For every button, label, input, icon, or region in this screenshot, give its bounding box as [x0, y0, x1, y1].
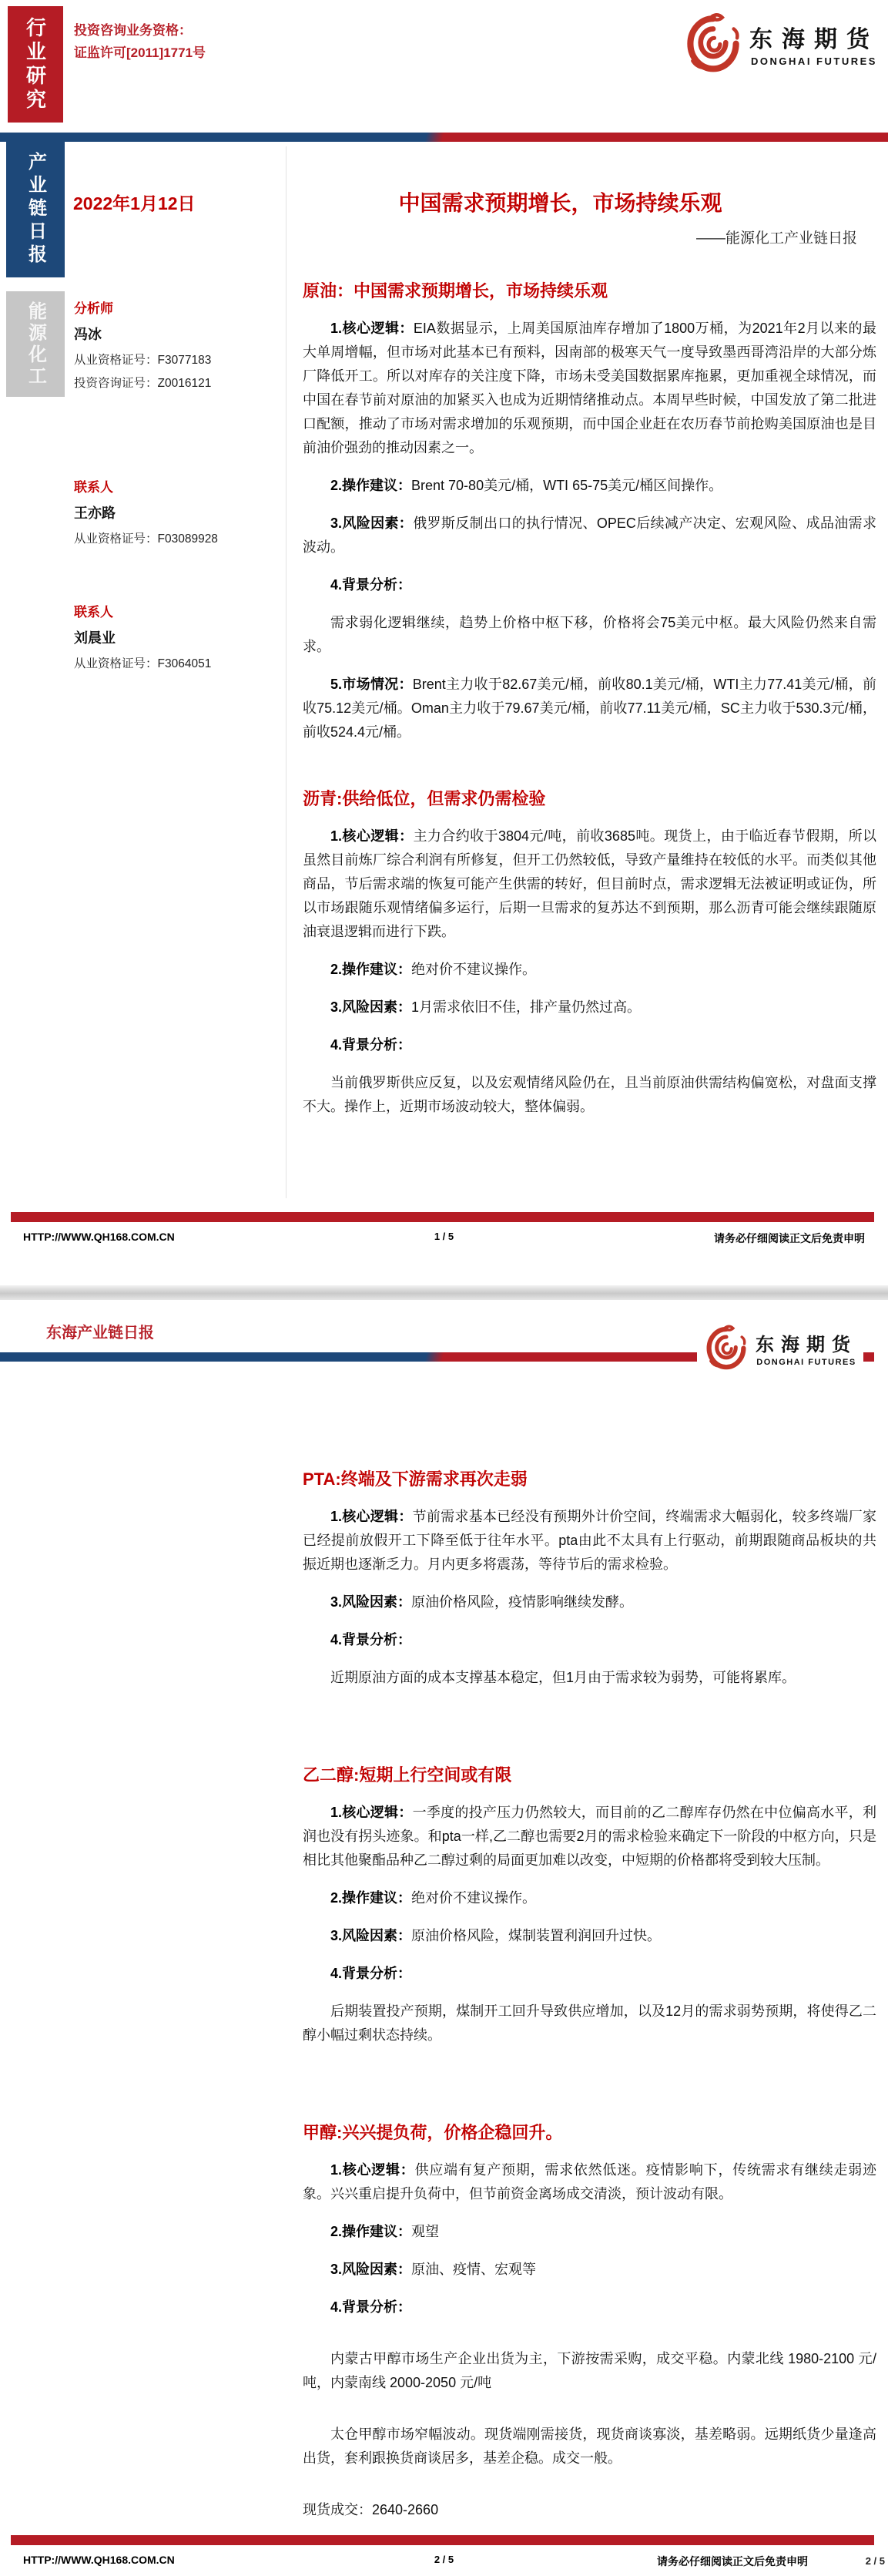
analyst-cert-2: 投资咨询证号：Z0016121: [74, 377, 212, 390]
section-heading: PTA:终端及下游需求再次走弱: [303, 1469, 528, 1489]
contact-block-1: [74, 476, 282, 552]
header-divider-bar: [0, 133, 888, 142]
paragraph-label: 1.核心逻辑：: [330, 321, 414, 336]
analyst-name: 冯冰: [74, 327, 102, 342]
logo-chinese-name: 东海期货: [749, 26, 879, 52]
report-paragraph: 2.操作建议：Brent 70-80美元/桶，WTI 65-75美元/桶区间操作。: [330, 478, 723, 493]
report-paragraph: [303, 2296, 876, 2319]
paragraph-label: 1.核心逻辑：: [330, 2162, 415, 2178]
page2-sections: [303, 1445, 876, 2522]
qualification-text: [74, 20, 206, 65]
report-page-2: [0, 1300, 888, 2576]
paragraph-label: 4.背景分析：: [330, 2299, 412, 2315]
contact-name: 王亦路: [74, 505, 116, 521]
qualification-line2: 证监许可[2011]1771号: [74, 45, 206, 60]
viewer-page-indicator: 2 / 5: [865, 2555, 885, 2567]
analyst-label: 分析师: [74, 301, 113, 316]
report-page-1: [0, 0, 888, 1285]
logo-text: [749, 20, 879, 67]
paragraph-label: 5.市场情况：: [330, 677, 413, 692]
logo-english-name: DONGHAI FUTURES: [756, 1357, 856, 1367]
report-series-banner: 产业链日报: [6, 141, 65, 277]
report-paragraph: 3.风险因素：原油价格风险，疫情影响继续发酵。: [330, 1594, 634, 1610]
logo-english-name: DONGHAI FUTURES: [751, 55, 877, 67]
paragraph-label: 3.风险因素：: [330, 1594, 412, 1610]
qualification-line1: 投资咨询业务资格：: [74, 23, 192, 38]
report-paragraph: 1.核心逻辑：主力合约收于3804元/吨，前收3685吨。现货上，由于临近春节假期，所以虽然目前炼厂综合利润有所修复，但开工仍然较低，导致产量维持在较低的水平。而类似其他商品，节后需求端的恢复可能产生供需的转好，但目前时点，需求逻辑无法被证明或证伪，所以市场跟随乐观情绪偏多运行，后期一旦需求的复苏达不到预期，那么沥青可能会继续跟随原油衰退逻辑而进行下跌。: [303, 828, 876, 939]
report-paragraph: 5.市场情况：Brent主力收于82.67美元/桶，前收80.1美元/桶，WTI主力77.41美元/桶，前收75.12美元/桶。Oman主力收于79.67美元/桶，前收77.11美元/桶，SC主力收于530.3元/桶，前收524.4元/桶。: [303, 677, 876, 740]
footer-bar: [11, 2535, 874, 2545]
report-paragraph: 2.操作建议：观望: [330, 2224, 440, 2239]
paragraph-label: 3.风险因素：: [330, 999, 412, 1015]
report-paragraph: 现货成交：2640-2660: [303, 2502, 439, 2517]
report-paragraph: [303, 573, 876, 597]
paragraph-label: 4.背景分析：: [330, 577, 412, 593]
report-section: [303, 1764, 876, 2047]
paragraph-label: 3.风险因素：: [330, 1928, 412, 1943]
report-section: [303, 788, 876, 1119]
page1-content: [303, 160, 876, 1119]
report-paragraph: 1.核心逻辑：EIA数据显示，上周美国原油库存增加了1800万桶，为2021年2月以来的最大单周增幅，但市场对此基本已有预料，因南部的极寒天气一度导致墨西哥湾沿岸的大部分炼厂降低开工。所以对库存的关注度下降，市场未受美国数据累库拖累，更加重视全球情况，而中国在春节前对原油的加紧买入也成为近期情绪推动点。本周早些时候，中国发放了第二批进口配额，推动了市场对需求增加的乐观预期，而中国企业赶在农历春节前抢购美国原油也是目前油价强劲的推动因素之一。: [303, 321, 876, 455]
contact-label: 联系人: [74, 605, 113, 620]
report-paragraph: 2.操作建议：绝对价不建议操作。: [330, 962, 537, 977]
report-paragraph: 1.核心逻辑：节前需求基本已经没有预期外计价空间，终端需求大幅弱化，较多终端厂家已经提前放假开工下降至低于往年水平。pta由此不太具有上行驱动，前期跟随商品板块的共振近期也逐渐乏力。月内更多将震荡，等待节后的需求检验。: [303, 1509, 876, 1572]
industry-research-banner: 行业研究: [8, 6, 63, 123]
logo-text: [756, 1329, 857, 1367]
page1-footer: [0, 1212, 888, 1258]
paragraph-label: 2.操作建议：: [330, 962, 412, 977]
report-section: [303, 2121, 876, 2522]
footer-page-number: 2 / 5: [434, 2554, 454, 2565]
report-paragraph: 1.核心逻辑：供应端有复产预期，需求依然低迷。疫情影响下，传统需求有继续走弱迹象。兴兴重启提升负荷中，但节前资金离场成交清淡，预计波动有限。: [303, 2162, 877, 2202]
contact-name: 刘晨业: [74, 630, 116, 646]
footer-disclaimer: 请务必仔细阅读正文后免责申明: [714, 1232, 865, 1244]
dragon-logo-icon: [685, 11, 742, 76]
paragraph-label: 1.核心逻辑：: [330, 1509, 413, 1524]
report-paragraph: 3.风险因素：1月需求依旧不佳，排产量仍然过高。: [330, 999, 642, 1015]
page1-sections: [303, 280, 876, 1119]
paragraph-label: 2.操作建议：: [330, 2224, 412, 2239]
paragraph-label: 2.操作建议：: [330, 478, 412, 493]
report-section: [303, 1468, 876, 1690]
footer-url[interactable]: HTTP://WWW.QH168.COM.CN: [23, 1231, 175, 1243]
analyst-block: [74, 297, 282, 397]
report-paragraph: 3.风险因素：原油、疫情、宏观等: [330, 2262, 537, 2277]
report-paragraph: 内蒙古甲醇市场生产企业出货为主，下游按需采购，成交平稳。内蒙北线 1980-2100 元/吨，内蒙南线 2000-2050 元/吨: [303, 2351, 876, 2390]
report-paragraph: 当前俄罗斯供应反复，以及宏观情绪风险仍在，且当前原油供需结构偏宽松，对盘面支撑不大。操作上，近期市场波动较大，整体偏弱。: [303, 1075, 876, 1114]
footer-bar: [11, 1212, 874, 1222]
sector-banner: 能源化工: [6, 291, 65, 397]
contact-block-2: [74, 601, 282, 677]
footer-disclaimer: 请务必仔细阅读正文后免责申明: [657, 2555, 808, 2568]
report-section: [303, 280, 876, 744]
logo-chinese-name: 东海期货: [756, 1334, 857, 1355]
report-title: 中国需求预期增长，市场持续乐观: [398, 191, 722, 215]
footer-url[interactable]: HTTP://WWW.QH168.COM.CN: [23, 2554, 175, 2566]
page2-footer: [0, 2535, 888, 2576]
section-heading: 原油：中国需求预期增长，市场持续乐观: [303, 281, 608, 301]
footer-page-number: 1 / 5: [434, 1231, 454, 1242]
contact-label: 联系人: [74, 480, 113, 495]
paragraph-label: 4.背景分析：: [330, 1632, 412, 1647]
company-logo: [697, 1323, 863, 1375]
report-paragraph: [303, 1962, 876, 1986]
sidebar-divider-line: [286, 146, 287, 1198]
analyst-cert-1: 从业资格证号：F3077183: [74, 354, 212, 367]
section-heading: 乙二醇:短期上行空间或有限: [303, 1765, 512, 1785]
report-paragraph: 1.核心逻辑：一季度的投产压力仍然较大，而目前的乙二醇库存仍然在中位偏高水平，利润也没有拐头迹象。和pta一样,乙二醇也需要2月的需求检验来确定下一阶段的中枢方向，只是相比其他聚酯品种乙二醇过剩的局面更加难以改变，中短期的价格都将受到较大压制。: [303, 1805, 876, 1868]
report-paragraph: 3.风险因素：原油价格风险，煤制装置利润回升过快。: [330, 1928, 662, 1943]
report-subtitle: ——能源化工产业链日报: [695, 230, 857, 247]
paragraph-label: 3.风险因素：: [330, 2262, 412, 2277]
section-heading: 沥青:供给低位，但需求仍需检验: [303, 789, 546, 808]
report-paragraph: [303, 1033, 876, 1057]
paragraph-label: 4.背景分析：: [330, 1966, 412, 1981]
report-paragraph: 需求弱化逻辑继续，趋势上价格中枢下移，价格将会75美元中枢。最大风险仍然来自需求。: [303, 615, 876, 654]
company-logo: [685, 11, 879, 76]
dragon-logo-icon: [705, 1323, 748, 1372]
page2-header-title: 东海产业链日报: [46, 1325, 154, 1342]
paragraph-label: 2.操作建议：: [330, 1890, 412, 1906]
page-separator: [0, 1285, 888, 1300]
paragraph-label: 4.背景分析：: [330, 1037, 412, 1053]
report-date: 2022年1月12日: [73, 193, 196, 213]
report-paragraph: 后期装置投产预期，煤制开工回升导致供应增加，以及12月的需求弱势预期，将使得乙二醇小幅过剩状态持续。: [303, 2003, 876, 2043]
paragraph-label: 3.风险因素：: [330, 516, 414, 531]
contact-cert: 从业资格证号：F3064051: [74, 657, 212, 670]
report-paragraph: 太仓甲醇市场窄幅波动。现货端刚需接货，现货商谈寡淡，基差略弱。远期纸货少量逢高出货，套利跟换货商谈居多，基差企稳。成交一般。: [303, 2427, 876, 2466]
report-paragraph: 近期原油方面的成本支撑基本稳定，但1月由于需求较为弱势，可能将累库。: [330, 1670, 796, 1685]
paragraph-label: 1.核心逻辑：: [330, 828, 414, 844]
section-heading: 甲醇:兴兴提负荷，价格企稳回升。: [303, 2123, 563, 2142]
report-paragraph: 3.风险因素：俄罗斯反制出口的执行情况、OPEC后续减产决定、宏观风险、成品油需求波动。: [303, 516, 877, 555]
report-paragraph: [303, 1628, 876, 1652]
report-paragraph: 2.操作建议：绝对价不建议操作。: [330, 1890, 537, 1906]
paragraph-label: 1.核心逻辑：: [330, 1805, 413, 1820]
contact-cert: 从业资格证号：F03089928: [74, 532, 218, 546]
